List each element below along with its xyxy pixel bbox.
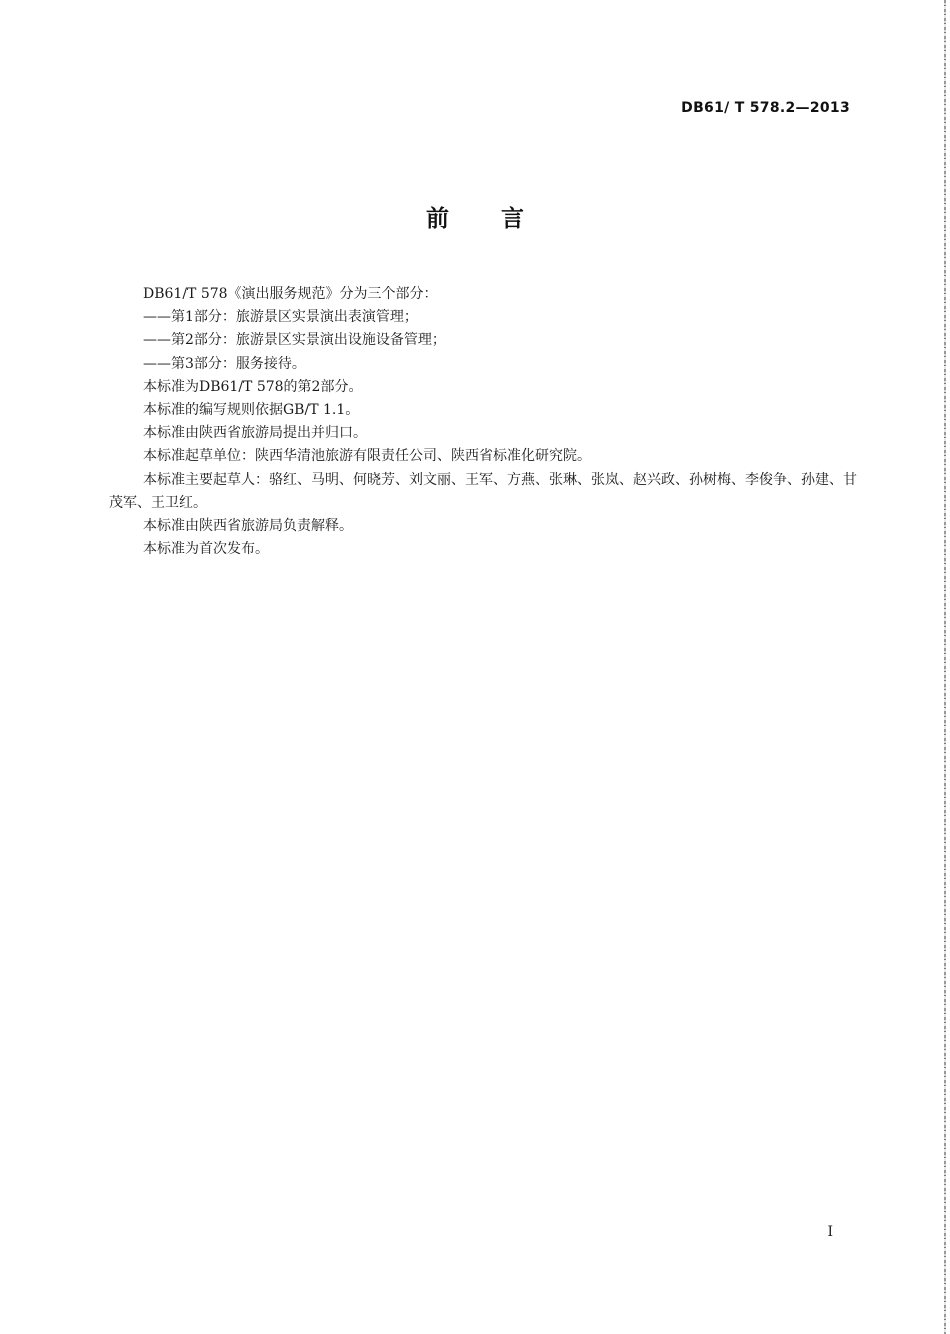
page-number: I [827, 1224, 833, 1240]
paragraph-part-2: ——第2部分：旅游景区实景演出设施设备管理； [143, 332, 446, 349]
paragraph-this-part: 本标准为DB61/T 578的第2部分。 [143, 378, 363, 395]
standard-code: DB61/ T 578.2—2013 [681, 100, 850, 116]
paragraph-parts-intro: DB61/T 578《演出服务规范》分为三个部分： [143, 286, 438, 302]
paragraph-drafting-rules: 本标准的编写规则依据GB/T 1.1。 [143, 402, 360, 419]
paragraph-drafting-units: 本标准起草单位：陕西华清池旅游有限责任公司、陕西省标准化研究院。 [143, 448, 591, 465]
paragraph-first-release: 本标准为首次发布。 [143, 541, 269, 558]
paragraph-proposer: 本标准由陕西省旅游局提出并归口。 [143, 425, 367, 442]
paragraph-part-3: ——第3部分：服务接待。 [143, 355, 306, 372]
paragraph-drafters: 本标准主要起草人：骆红、马明、何晓芳、刘文丽、王军、方燕、张琳、张岚、赵兴政、孙树梅、李俊争、孙建、甘茂军、王卫红。 [109, 471, 857, 511]
paragraph-part-1: ——第1部分：旅游景区实景演出表演管理； [143, 309, 418, 326]
scan-edge-line [944, 0, 946, 1334]
foreword-body [109, 283, 867, 561]
paragraph-interpretation: 本标准由陕西省旅游局负责解释。 [143, 518, 353, 535]
page-title: 前言 [426, 206, 576, 232]
